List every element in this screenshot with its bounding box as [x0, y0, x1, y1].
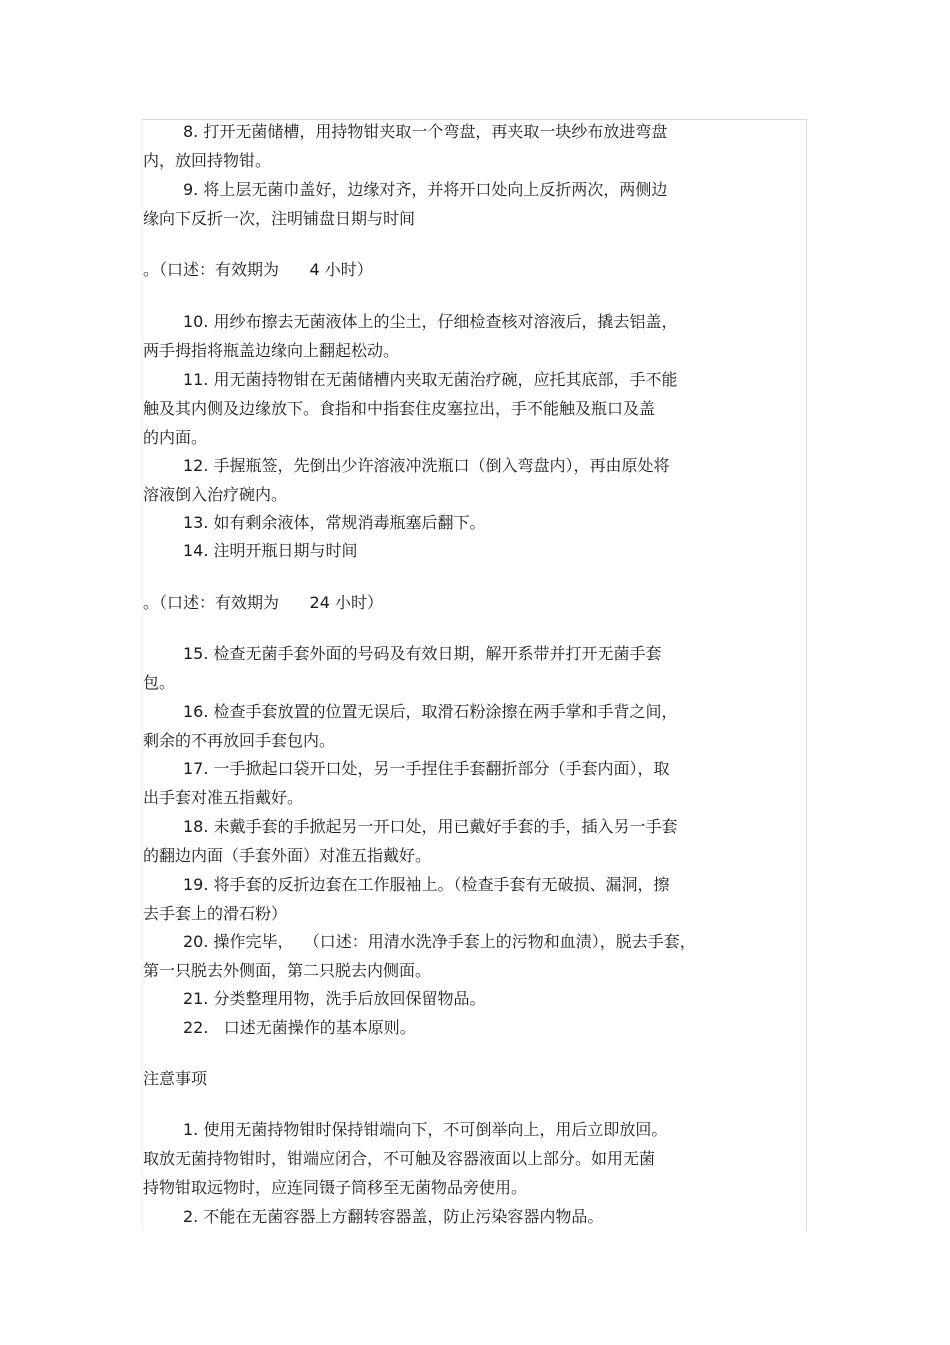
text-line: 15. 检查无菌手套外面的号码及有效日期，解开系带并打开无菌手套: [183, 644, 662, 663]
text-line: 。（口述：有效期为 24 小时）: [143, 593, 383, 612]
text-line: 触及其内侧及边缘放下。食指和中指套住皮塞拉出，手不能触及瓶口及盖: [143, 399, 656, 418]
text-line: 1. 使用无菌持物钳时保持钳端向下，不可倒举向上，用后立即放回。: [183, 1120, 668, 1139]
text-line: 缘向下反折一次，注明铺盘日期与时间: [143, 209, 416, 228]
text-line: 14. 注明开瓶日期与时间: [183, 541, 358, 560]
text-line: 的翻边内面（手套外面）对准五指戴好。: [143, 846, 432, 865]
text-line: 16. 检查手套放置的位置无误后，取滑石粉涂擦在两手掌和手背之间，: [183, 702, 678, 721]
text-line: 。（口述：有效期为 4 小时）: [143, 260, 373, 279]
text-line: 取放无菌持物钳时，钳端应闭合，不可触及容器液面以上部分。如用无菌: [143, 1149, 656, 1168]
text-line: 17. 一手掀起口袋开口处，另一手捏住手套翻折部分（手套内面），取: [183, 759, 670, 778]
text-line: 8. 打开无菌储槽，用持物钳夹取一个弯盘，再夹取一块纱布放进弯盘: [183, 122, 668, 141]
text-line: 去手套上的滑石粉）: [143, 904, 288, 923]
section-heading: 注意事项: [143, 1069, 208, 1088]
text-line: 内，放回持物钳。: [143, 151, 272, 170]
text-line: 溶液倒入治疗碗内。: [143, 485, 288, 504]
text-line: 22. 口述无菌操作的基本原则。: [183, 1018, 416, 1037]
text-line: 剩余的不再放回手套包内。: [143, 731, 336, 750]
text-line: 9. 将上层无菌巾盖好，边缘对齐，并将开口处向上反折两次，两侧边: [183, 180, 668, 199]
text-line: 19. 将手套的反折边套在工作服袖上。（检查手套有无破损、漏洞，擦: [183, 875, 670, 894]
text-line: 包。: [143, 673, 176, 692]
text-line: 持物钳取远物时，应连同镊子筒移至无菌物品旁使用。: [143, 1178, 528, 1197]
text-line: 11. 用无菌持物钳在无菌储槽内夹取无菌治疗碗，应托其底部，手不能: [183, 370, 678, 389]
text-line: 20. 操作完毕， （口述：用清水洗净手套上的污物和血渍），脱去手套，: [183, 932, 696, 951]
text-line: 13. 如有剩余液体，常规消毒瓶塞后翻下。: [183, 513, 486, 532]
page-frame: [142, 119, 807, 1231]
text-line: 两手拇指将瓶盖边缘向上翻起松动。: [143, 341, 400, 360]
text-line: 出手套对准五指戴好。: [143, 788, 304, 807]
text-line: 第一只脱去外侧面，第二只脱去内侧面。: [143, 961, 432, 980]
text-line: 18. 未戴手套的手掀起另一开口处，用已戴好手套的手，插入另一手套: [183, 817, 678, 836]
text-line: 10. 用纱布擦去无菌液体上的尘土，仔细检查核对溶液后，撬去铝盖，: [183, 312, 678, 331]
text-line: 12. 手握瓶签，先倒出少许溶液冲洗瓶口（倒入弯盘内），再由原处将: [183, 456, 670, 475]
text-line: 2. 不能在无菌容器上方翻转容器盖，防止污染容器内物品。: [183, 1207, 604, 1226]
text-line: 的内面。: [143, 428, 208, 447]
text-line: 21. 分类整理用物，洗手后放回保留物品。: [183, 989, 486, 1008]
